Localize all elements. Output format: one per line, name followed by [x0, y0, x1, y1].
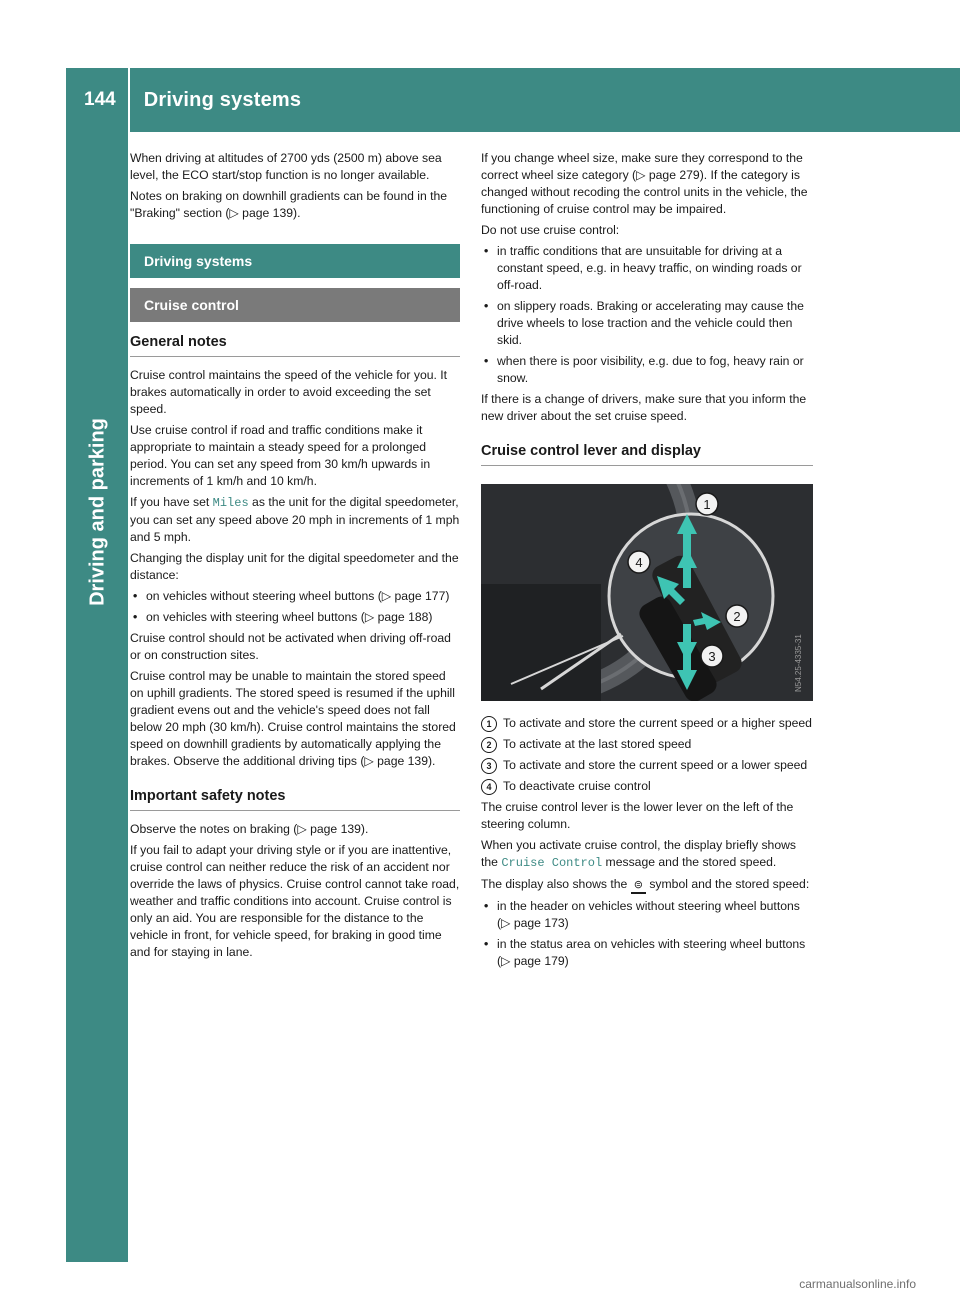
paragraph: Cruise control may be unable to maintain the stored speed on uphill gradients. The stored speed is resumed if the uphill gradient evens out and the vehicle's speed does not fall below 20 mph (30 km/h). Cruise control maintains the stored speed on downhill gradients by automatically applying the brakes. Observe the additional driving tips (▷ page 139).	[130, 669, 456, 768]
list-item: • when there is poor visibility, e.g. due to fog, heavy rain or snow.	[481, 353, 813, 387]
legend-item	[481, 778, 813, 795]
list-item: • on vehicles without steering wheel buttons (▷ page 177)	[130, 588, 460, 605]
legend-text: To activate and store the current speed or a lower speed	[503, 758, 808, 772]
paragraph	[481, 876, 813, 894]
legend-item	[481, 715, 813, 732]
paragraph: If you change wheel size, make sure they correspond to the correct wheel size category (▷ page 279). If the category is changed without recoding the control units in the vehicle, the functioning of cruise control may be impaired.	[481, 151, 808, 216]
paragraph: Cruise control maintains the speed of the vehicle for you. It brakes automatically in order to avoid exceeding the set speed.	[130, 368, 448, 416]
callout-1	[696, 493, 718, 515]
legend-number: 1	[481, 716, 497, 732]
footer-watermark: carmanualsonline.info	[799, 1277, 916, 1291]
bullet-list	[481, 898, 813, 970]
legend-number: 4	[481, 779, 497, 795]
paragraph: Observe the notes on braking (▷ page 139).	[130, 822, 369, 836]
callout-2	[726, 605, 748, 627]
legend-text: To activate and store the current speed or a higher speed	[503, 716, 812, 730]
subsection-bar: Cruise control	[130, 288, 460, 322]
paragraph	[481, 837, 813, 872]
legend-number: 2	[481, 737, 497, 753]
general-notes-heading: General notes	[130, 334, 460, 357]
right-column	[481, 150, 813, 974]
chapter-sidebar	[66, 132, 128, 1262]
chapter-label-text: Driving and parking	[86, 418, 109, 606]
legend-text: To activate at the last stored speed	[503, 737, 692, 751]
bullet-list	[130, 588, 460, 626]
paragraph: Notes on braking on downhill gradients can be found in the "Braking" section (▷ page 139).	[130, 189, 448, 220]
legend-item	[481, 757, 813, 774]
text-run: symbol and the stored speed:	[645, 877, 810, 891]
list-item: • on slippery roads. Braking or accelerating may cause the drive wheels to lose traction and the vehicle could then skid.	[481, 298, 813, 349]
header-title: Driving systems	[143, 88, 302, 111]
legend-item	[481, 736, 813, 753]
list-item: • in the status area on vehicles with steering wheel buttons (▷ page 179)	[481, 936, 813, 970]
text-run: message and the stored speed.	[602, 855, 777, 869]
list-item: • in the header on vehicles without steering wheel buttons (▷ page 173)	[481, 898, 813, 932]
figure-code: N54.25-4335-31	[794, 634, 803, 692]
legend-text: To deactivate cruise control	[503, 779, 651, 793]
text-run: as the unit for the digital speedometer, you can set any speed above 20 mph in increments of 1 mph and 5 mph.	[130, 495, 460, 544]
paragraph: If you fail to adapt your driving style or if you are inattentive, cruise control can neither reduce the risk of an accident nor override the laws of physics. Cruise control cannot take road, weather and traffic conditions into account. Cruise control is only an aid. You are responsible for the distance to the vehicle in front, for vehicle speed, for braking in good time and for staying in lane.	[130, 843, 460, 959]
safety-notes-heading: Important safety notes	[130, 788, 460, 811]
callout-1-label: 1	[703, 497, 711, 512]
display-text-cruise-control: Cruise Control	[501, 856, 603, 870]
chapter-label	[86, 352, 110, 672]
paragraph: If there is a change of drivers, make sure that you inform the new driver about the set cruise speed.	[481, 392, 807, 423]
dashboard-shadow	[481, 584, 601, 701]
header-divider	[128, 68, 130, 132]
text-run: When you activate cruise control, the display briefly shows the	[481, 838, 796, 869]
page-number: 144	[84, 89, 116, 110]
left-column	[130, 150, 460, 965]
paragraph: The cruise control lever is the lower lever on the left of the steering column.	[481, 800, 794, 831]
paragraph: Use cruise control if road and traffic conditions make it appropriate to maintain a steady speed for a prolonged period. You can set any speed from 30 km/h upwards in increments of 1 km/h and 10 km/h.	[130, 423, 431, 488]
lever-display-heading: Cruise control lever and display	[481, 443, 813, 466]
callout-4-label: 4	[635, 555, 643, 570]
paragraph: Do not use cruise control:	[481, 223, 620, 237]
list-item: • on vehicles with steering wheel buttons (▷ page 188)	[130, 609, 460, 626]
figure-legend	[481, 715, 813, 795]
cruise-control-lever-figure	[481, 484, 813, 701]
paragraph	[130, 494, 460, 546]
cruise-control-symbol-icon: ⊜	[631, 879, 646, 894]
callout-4	[628, 551, 650, 573]
callout-2-label: 2	[733, 609, 741, 624]
list-item: • in traffic conditions that are unsuitable for driving at a constant speed, e.g. in heavy traffic, on winding roads or off-road.	[481, 243, 813, 294]
callout-3-label: 3	[708, 649, 716, 664]
bullet-list	[481, 243, 813, 387]
paragraph: Changing the display unit for the digital speedometer and the distance:	[130, 551, 459, 582]
text-run: The display also shows the	[481, 877, 631, 891]
page-header-bar	[66, 68, 960, 132]
text-run: If you have set	[130, 495, 213, 509]
lever-illustration	[481, 484, 813, 701]
legend-number: 3	[481, 758, 497, 774]
callout-3	[701, 645, 723, 667]
paragraph: Cruise control should not be activated when driving off-road or on construction sites.	[130, 631, 451, 662]
paragraph: When driving at altitudes of 2700 yds (2500 m) above sea level, the ECO start/stop function is no longer available.	[130, 151, 442, 182]
display-text-miles: Miles	[212, 496, 249, 510]
section-bar: Driving systems	[130, 244, 460, 278]
